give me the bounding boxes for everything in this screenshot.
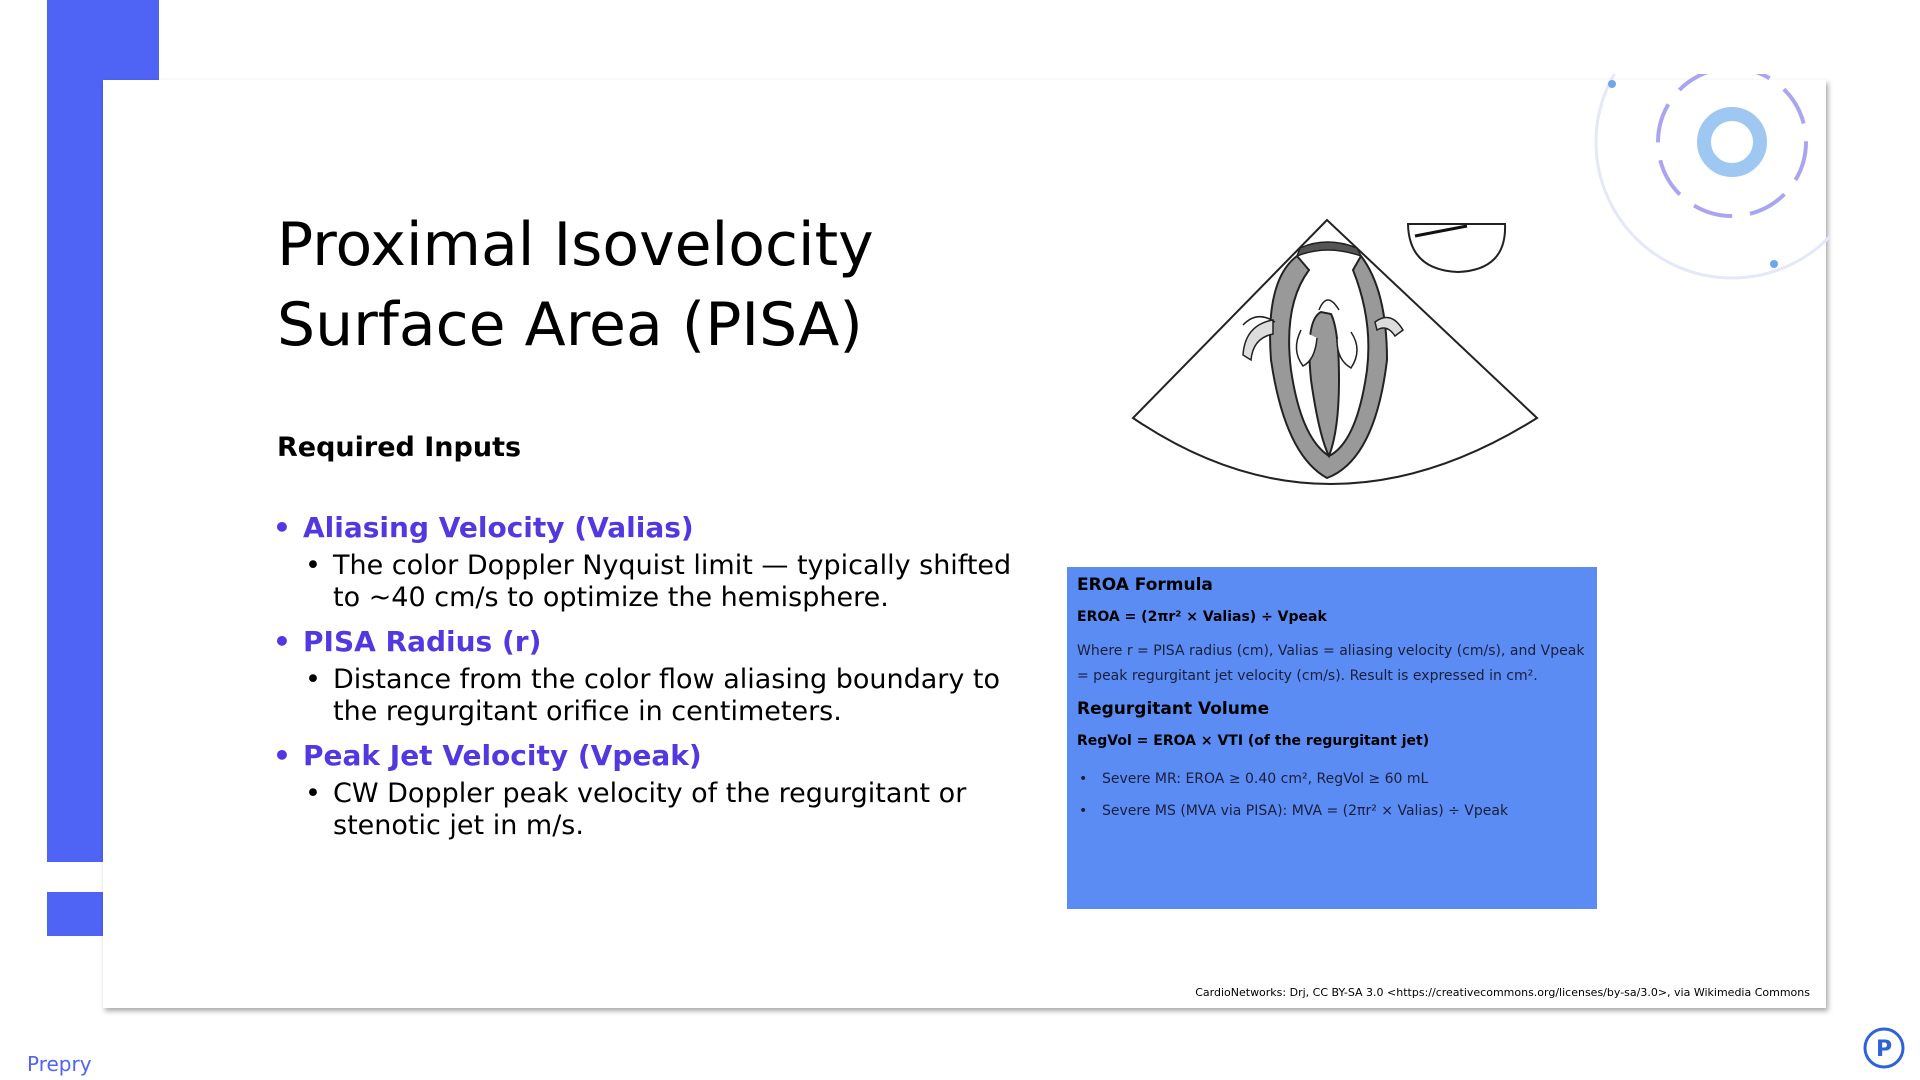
- apical-heart-diagram: [1125, 210, 1545, 510]
- regvol-heading: Regurgitant Volume: [1077, 699, 1270, 719]
- input-label: • Peak Jet Velocity (Vpeak): [273, 738, 1013, 774]
- decorative-bar-left: [47, 0, 103, 862]
- inner-ring: [1704, 114, 1760, 170]
- eroa-description: Where r = PISA radius (cm), Valias = aliasing velocity (cm/s), and Vpeak = peak regurgitant jet velocity (cm/s). Result is expressed in cm².: [1077, 643, 1585, 684]
- image-credit: CardioNetworks: Drj, CC BY-SA 3.0 <https://creativecommons.org/licenses/by-sa/3.0>, via Wikimedia Commons: [1195, 986, 1810, 999]
- input-detail: • CW Doppler peak velocity of the regurgitant or stenotic jet in m/s.: [273, 778, 1013, 842]
- criteria-item: • Severe MS (MVA via PISA): MVA = (2πr² × Valias) ÷ Vpeak: [1077, 795, 1587, 827]
- ecg-inset: [1408, 224, 1505, 272]
- severity-criteria-list: [1077, 763, 1587, 827]
- regvol-formula: RegVol = EROA × VTI (of the regurgitant jet): [1077, 733, 1430, 749]
- criteria-item: • Severe MR: EROA ≥ 0.40 cm², RegVol ≥ 60 mL: [1077, 763, 1587, 795]
- dot: [1770, 260, 1778, 268]
- eroa-formula: EROA = (2πr² × Valias) ÷ Vpeak: [1077, 609, 1327, 625]
- input-detail: • Distance from the color flow aliasing boundary to the regurgitant orifice in centimeters.: [273, 664, 1013, 728]
- formula-box: [1067, 567, 1597, 909]
- input-label: • PISA Radius (r): [273, 624, 1013, 660]
- decorative-rings: [1590, 74, 1830, 294]
- input-item: [273, 738, 1013, 842]
- brand-logo-icon: [1862, 1026, 1906, 1070]
- input-item: [273, 624, 1013, 728]
- dashed-ring: [1658, 74, 1806, 216]
- input-item: [273, 510, 1013, 614]
- required-inputs-heading: Required Inputs: [277, 432, 522, 463]
- brand-name: Prepry: [27, 1052, 92, 1076]
- input-detail: • The color Doppler Nyquist limit — typically shifted to ~40 cm/s to optimize the hemisphere.: [273, 550, 1013, 614]
- slide-title: Proximal Isovelocity Surface Area (PISA): [277, 210, 874, 360]
- eroa-heading: EROA Formula: [1077, 575, 1213, 595]
- input-label: • Aliasing Velocity (Valias): [273, 510, 1013, 546]
- decorative-bar-bottom: [47, 892, 103, 936]
- dot: [1608, 80, 1616, 88]
- slide-card: [103, 80, 1826, 1008]
- inputs-list: [273, 510, 1013, 852]
- brand-badge-letter: P: [1875, 1037, 1893, 1062]
